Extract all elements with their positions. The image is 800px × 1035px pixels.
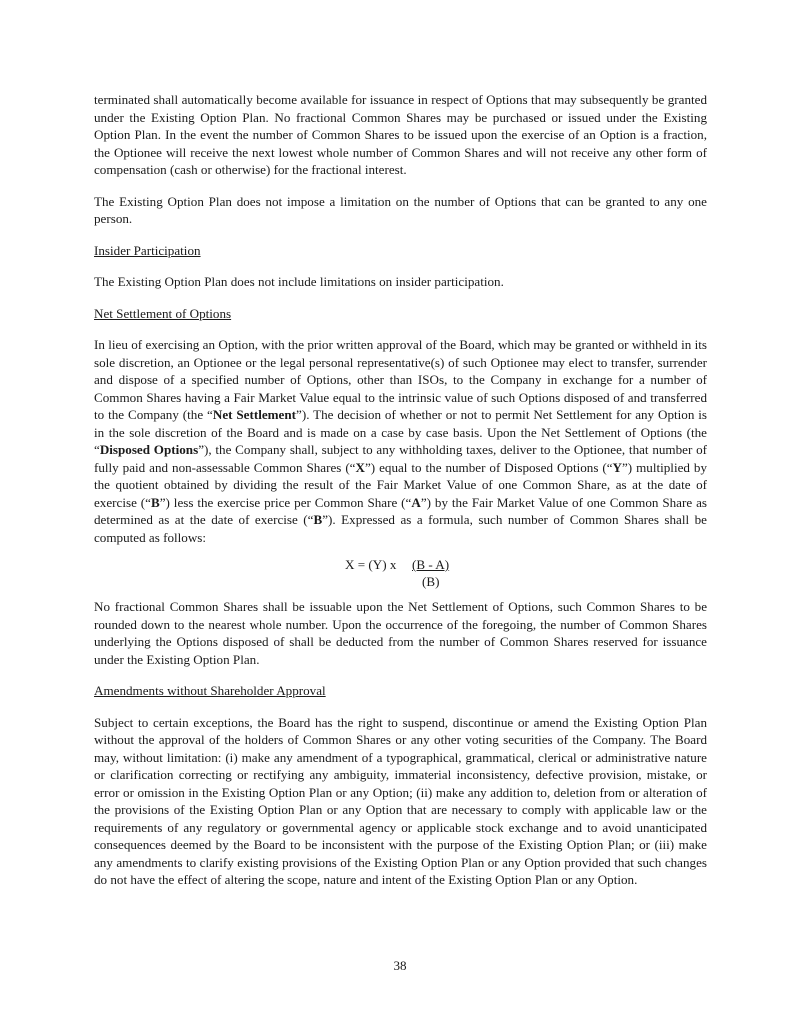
settlement-formula [94,556,707,592]
document-body [94,91,707,889]
term-a: A [411,494,421,510]
term-b: B [150,494,160,510]
term-x: X [355,459,365,475]
term-net-settlement: Net Settlement [212,407,297,422]
net-text-5: ”) multiplied by the quotient obtained by dividing the result of the Fair Market Value of one Common Share, as at the date of exercise (“ [94,459,707,510]
heading-net-settlement: Net Settlement of Options [94,305,232,321]
paragraph-fractional-shares: terminated shall automatically become available for issuance in respect of Options that may subsequently be granted under the Existing Option Plan. No fractional Common Shares may be purchased or issued under the Existing Option Plan. In the event the number of Common Shares to be issued upon the exercise of an Option is a fraction, the Optionee will receive the next lowest whole number of Common Shares and will not receive any other form of compensation (cash or otherwise) for the fractional interest. [94,92,707,177]
heading-amendments: Amendments without Shareholder Approval [94,683,326,698]
formula-denominator: (B) [422,574,440,589]
term-b-second: B [313,512,323,527]
page-number: 38 [393,958,407,973]
paragraph-amendments: Subject to certain exceptions, the Board has the right to suspend, discontinue or amend the Existing Option Plan without the approval of the holders of Common Shares or any other voting securities of the Company. The Board may, without limitation: (i) make any amendment of a typographical, grammatical, clerical or administrative nature or clarification correcting or rectifying any ambiguity, immaterial inconsistency, defective provision, mistake, or error or omission in the Existing Option Plan or any Option; (ii) make any addition to, deletion from or alteration of the provisions of the Existing Option Plan or any Option that are necessary to comply with applicable law or the requirements of any regulatory or governmental agency or applicable stock exchange and to avoid unanticipated consequences deemed by the Board to be inconsistent with the purpose of the Existing Option Plan; or (iii) make any amendments to clarify existing provisions of the Existing Option Plan or any Option provided that such changes do not have the effect of altering the scope, nature and intent of the Existing Option Plan or any Option. [94,714,707,887]
net-text-1: In lieu of exercising an Option, with the prior written approval of the Board, which may be granted or withheld in its sole discretion, an Optionee or the legal personal representative(s) of such Optionee may elect to transfer, surrender and dispose of a specified number of Options, other than ISOs, to the Company in exchange for a number of Common Shares having a Fair Market Value equal to the intrinsic value of such Options disposed of and transferred to the Company (the “ [94,337,707,422]
net-text-6: ”) less the exercise price per Common Share (“ [159,494,412,510]
heading-insider-participation: Insider Participation [94,242,201,258]
formula-numerator: (B - A) [412,557,450,572]
net-text-8: ”). Expressed as a formula, such number of Common Shares shall be computed as follows: [94,512,707,545]
net-text-3: ”), the Company shall, subject to any withholding taxes, deliver to the Optionee, that number of fully paid and non-assessable Common Shares (“ [94,442,708,475]
paragraph-no-limitation: The Existing Option Plan does not impose a limitation on the number of Options that can be granted to any one person. [94,193,707,226]
paragraph-net-settlement [94,336,707,546]
net-text-2: ”). The decision of whether or not to permit Net Settlement for any Option is in the sole discretion of the Board and is made on a case by case basis. Upon the Net Settlement of Options (the “ [94,407,708,457]
term-disposed-options: Disposed Options [99,442,199,457]
net-text-7: ”) by the Fair Market Value of one Common Share as determined as at the date of exercise (“ [94,494,707,527]
formula-lhs: X = (Y) x [345,557,397,572]
term-y: Y [612,459,622,475]
net-text-4: ”) equal to the number of Disposed Options (“ [364,459,613,475]
paragraph-insider-participation: The Existing Option Plan does not include limitations on insider participation. [94,274,504,289]
paragraph-fractional-rounding: No fractional Common Shares shall be issuable upon the Net Settlement of Options, such Common Shares to be rounded down to the nearest whole number. Upon the occurrence of the foregoing, the number of Common Shares underlying the Options disposed of shall be deducted from the number of Common Shares reserved for issuance under the Existing Option Plan. [94,599,707,667]
